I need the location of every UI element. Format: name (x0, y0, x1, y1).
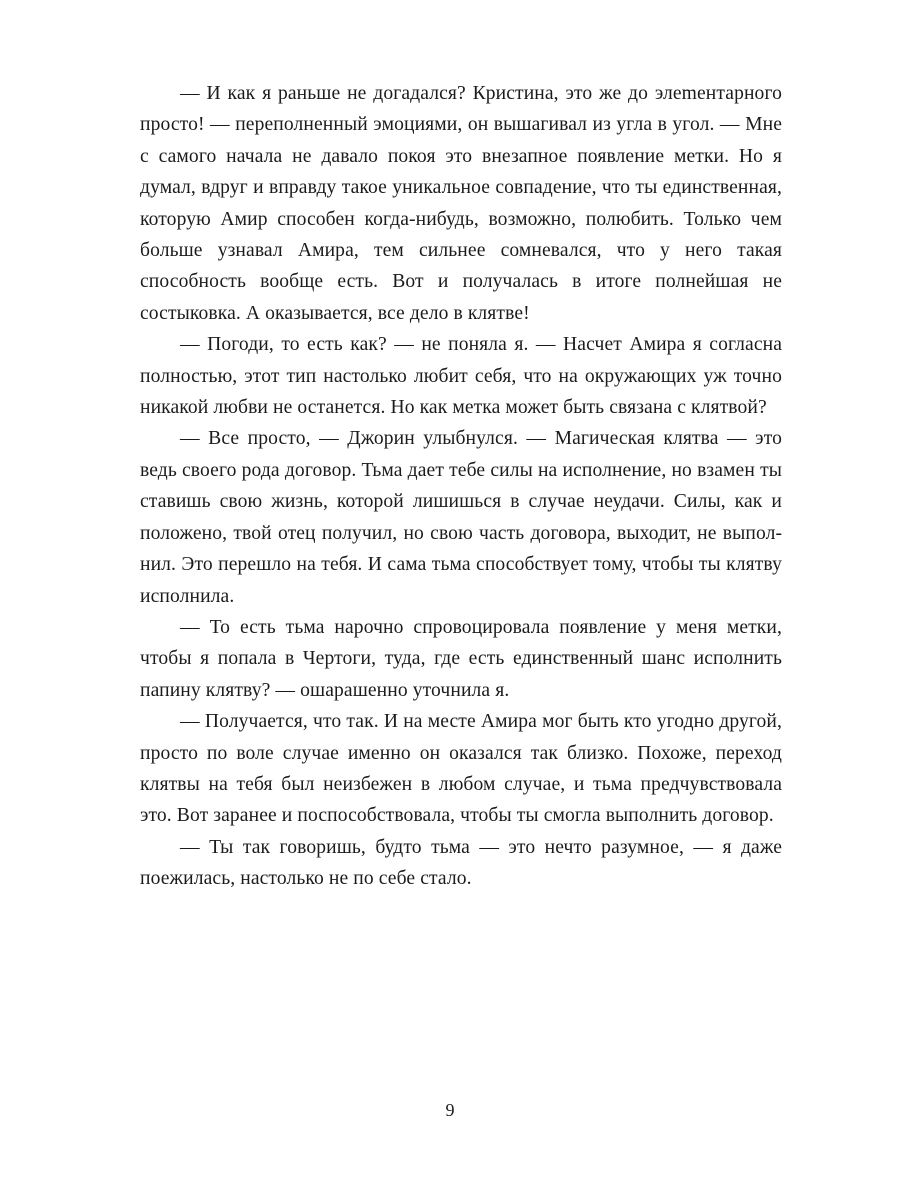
paragraph: — Погоди, то есть как? — не поняла я. — Насчет Амира я согласна полностью, этот тип настолько любит себя, что на окружающих уж точно никакой любви не останется. Но как метка может быть связана с клятвой? (140, 334, 782, 419)
paragraph: — Получается, что так. И на месте Амира мог быть кто угодно другой, просто по воле случае именно он оказался так близко. Похоже, переход клятвы на тебя был неизбежен в любом случае, и тьма предчувствовала это. Вот заранее и поспособствовала, чтобы ты смогла выполнить договор. (140, 711, 782, 827)
paragraph: — Все просто, — Джорин улыбнулся. — Магическая клятва — это ведь своего рода договор. Тьма дает тебе силы на исполнение, но взамен ты ставишь свою жизнь, которой лишишься в случае неудачи. Силы, как и положено, твой отец получил, но свою часть договора, выходит, не выполнил. Это перешло на тебя. И сама тьма способствует тому, чтобы ты клятву исполнила. (140, 428, 782, 607)
page-number: 9 (445, 1100, 455, 1120)
paragraph: — И как я раньше не догадался? Кристина, это же до элеmентарного просто! — переполненный эмоциями, он вышагивал из угла в угол. — Мне с самого начала не давало покоя это внезапное появление метки. Но я думал, вдруг и вправду такое уникальное совпадение, что ты единственная, которую Амир способен когда-нибудь, возможно, полюбить. Только чем больше узнавал Амира, тем сильнее сомневался, что у него такая способность вообще есть. Вот и получалась в итоге полнейшая не состыковка. А оказывается, все дело в клятве! (140, 83, 782, 324)
page-body (140, 78, 782, 895)
paragraph: — То есть тьма нарочно спровоцировала появление у меня метки, чтобы я попала в Чертоги, туда, где есть единственный шанс исполнить папину клятву? — ошарашенно уточнила я. (140, 616, 782, 701)
paragraph: — Ты так говоришь, будто тьма — это нечто разумное, — я даже поежилась, настолько не по себе стало. (140, 836, 782, 890)
